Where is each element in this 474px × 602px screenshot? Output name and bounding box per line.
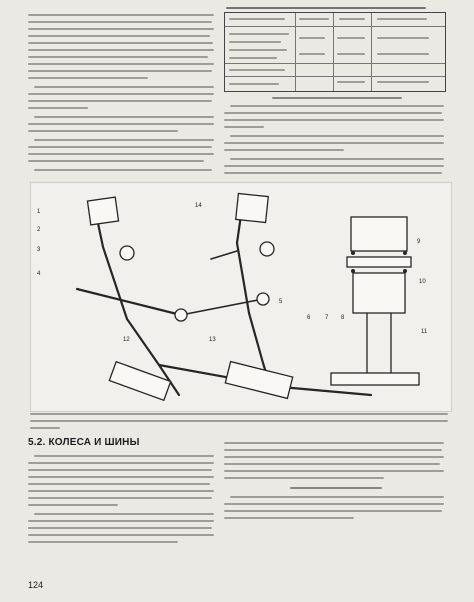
joint-right bbox=[257, 293, 269, 305]
callout-3: 3 bbox=[37, 247, 41, 253]
callout-7: 7 bbox=[325, 315, 329, 321]
bushing-right bbox=[260, 242, 274, 256]
callout-10: 10 bbox=[419, 279, 426, 285]
callout-6: 6 bbox=[307, 315, 311, 321]
clamp-plate-right bbox=[225, 362, 292, 399]
section-heading: 5.2. КОЛЕСА И ШИНЫ bbox=[28, 437, 140, 448]
stabilizer-diagram bbox=[31, 183, 451, 411]
callout-1: 1 bbox=[37, 209, 41, 215]
callout-5: 5 bbox=[279, 299, 283, 305]
mount-bracket-left bbox=[87, 197, 118, 225]
axle-link-middle bbox=[181, 299, 263, 315]
axle-beam-left bbox=[77, 289, 181, 315]
mount-bracket-right bbox=[236, 194, 269, 223]
page-number: 124 bbox=[28, 580, 44, 590]
detail-rod bbox=[367, 313, 391, 379]
callout-14: 14 bbox=[195, 203, 202, 209]
stabilizer-figure bbox=[30, 182, 452, 412]
dimensions-table bbox=[224, 12, 446, 92]
callout-2: 2 bbox=[37, 227, 41, 233]
callout-11: 11 bbox=[421, 329, 428, 335]
detail-view bbox=[331, 217, 419, 385]
detail-base-plate bbox=[331, 373, 419, 385]
callout-8: 8 bbox=[341, 315, 345, 321]
callout-4: 4 bbox=[37, 271, 41, 277]
callout-13: 13 bbox=[209, 337, 216, 343]
joint-left bbox=[175, 309, 187, 321]
link-arm-upper bbox=[211, 251, 237, 259]
callout-9: 9 bbox=[417, 239, 421, 245]
callout-12: 12 bbox=[123, 337, 130, 343]
detail-clamp-strip bbox=[347, 257, 411, 267]
detail-cushion-upper bbox=[351, 217, 407, 251]
detail-cushion-lower bbox=[353, 273, 405, 313]
bushing-left bbox=[120, 246, 134, 260]
